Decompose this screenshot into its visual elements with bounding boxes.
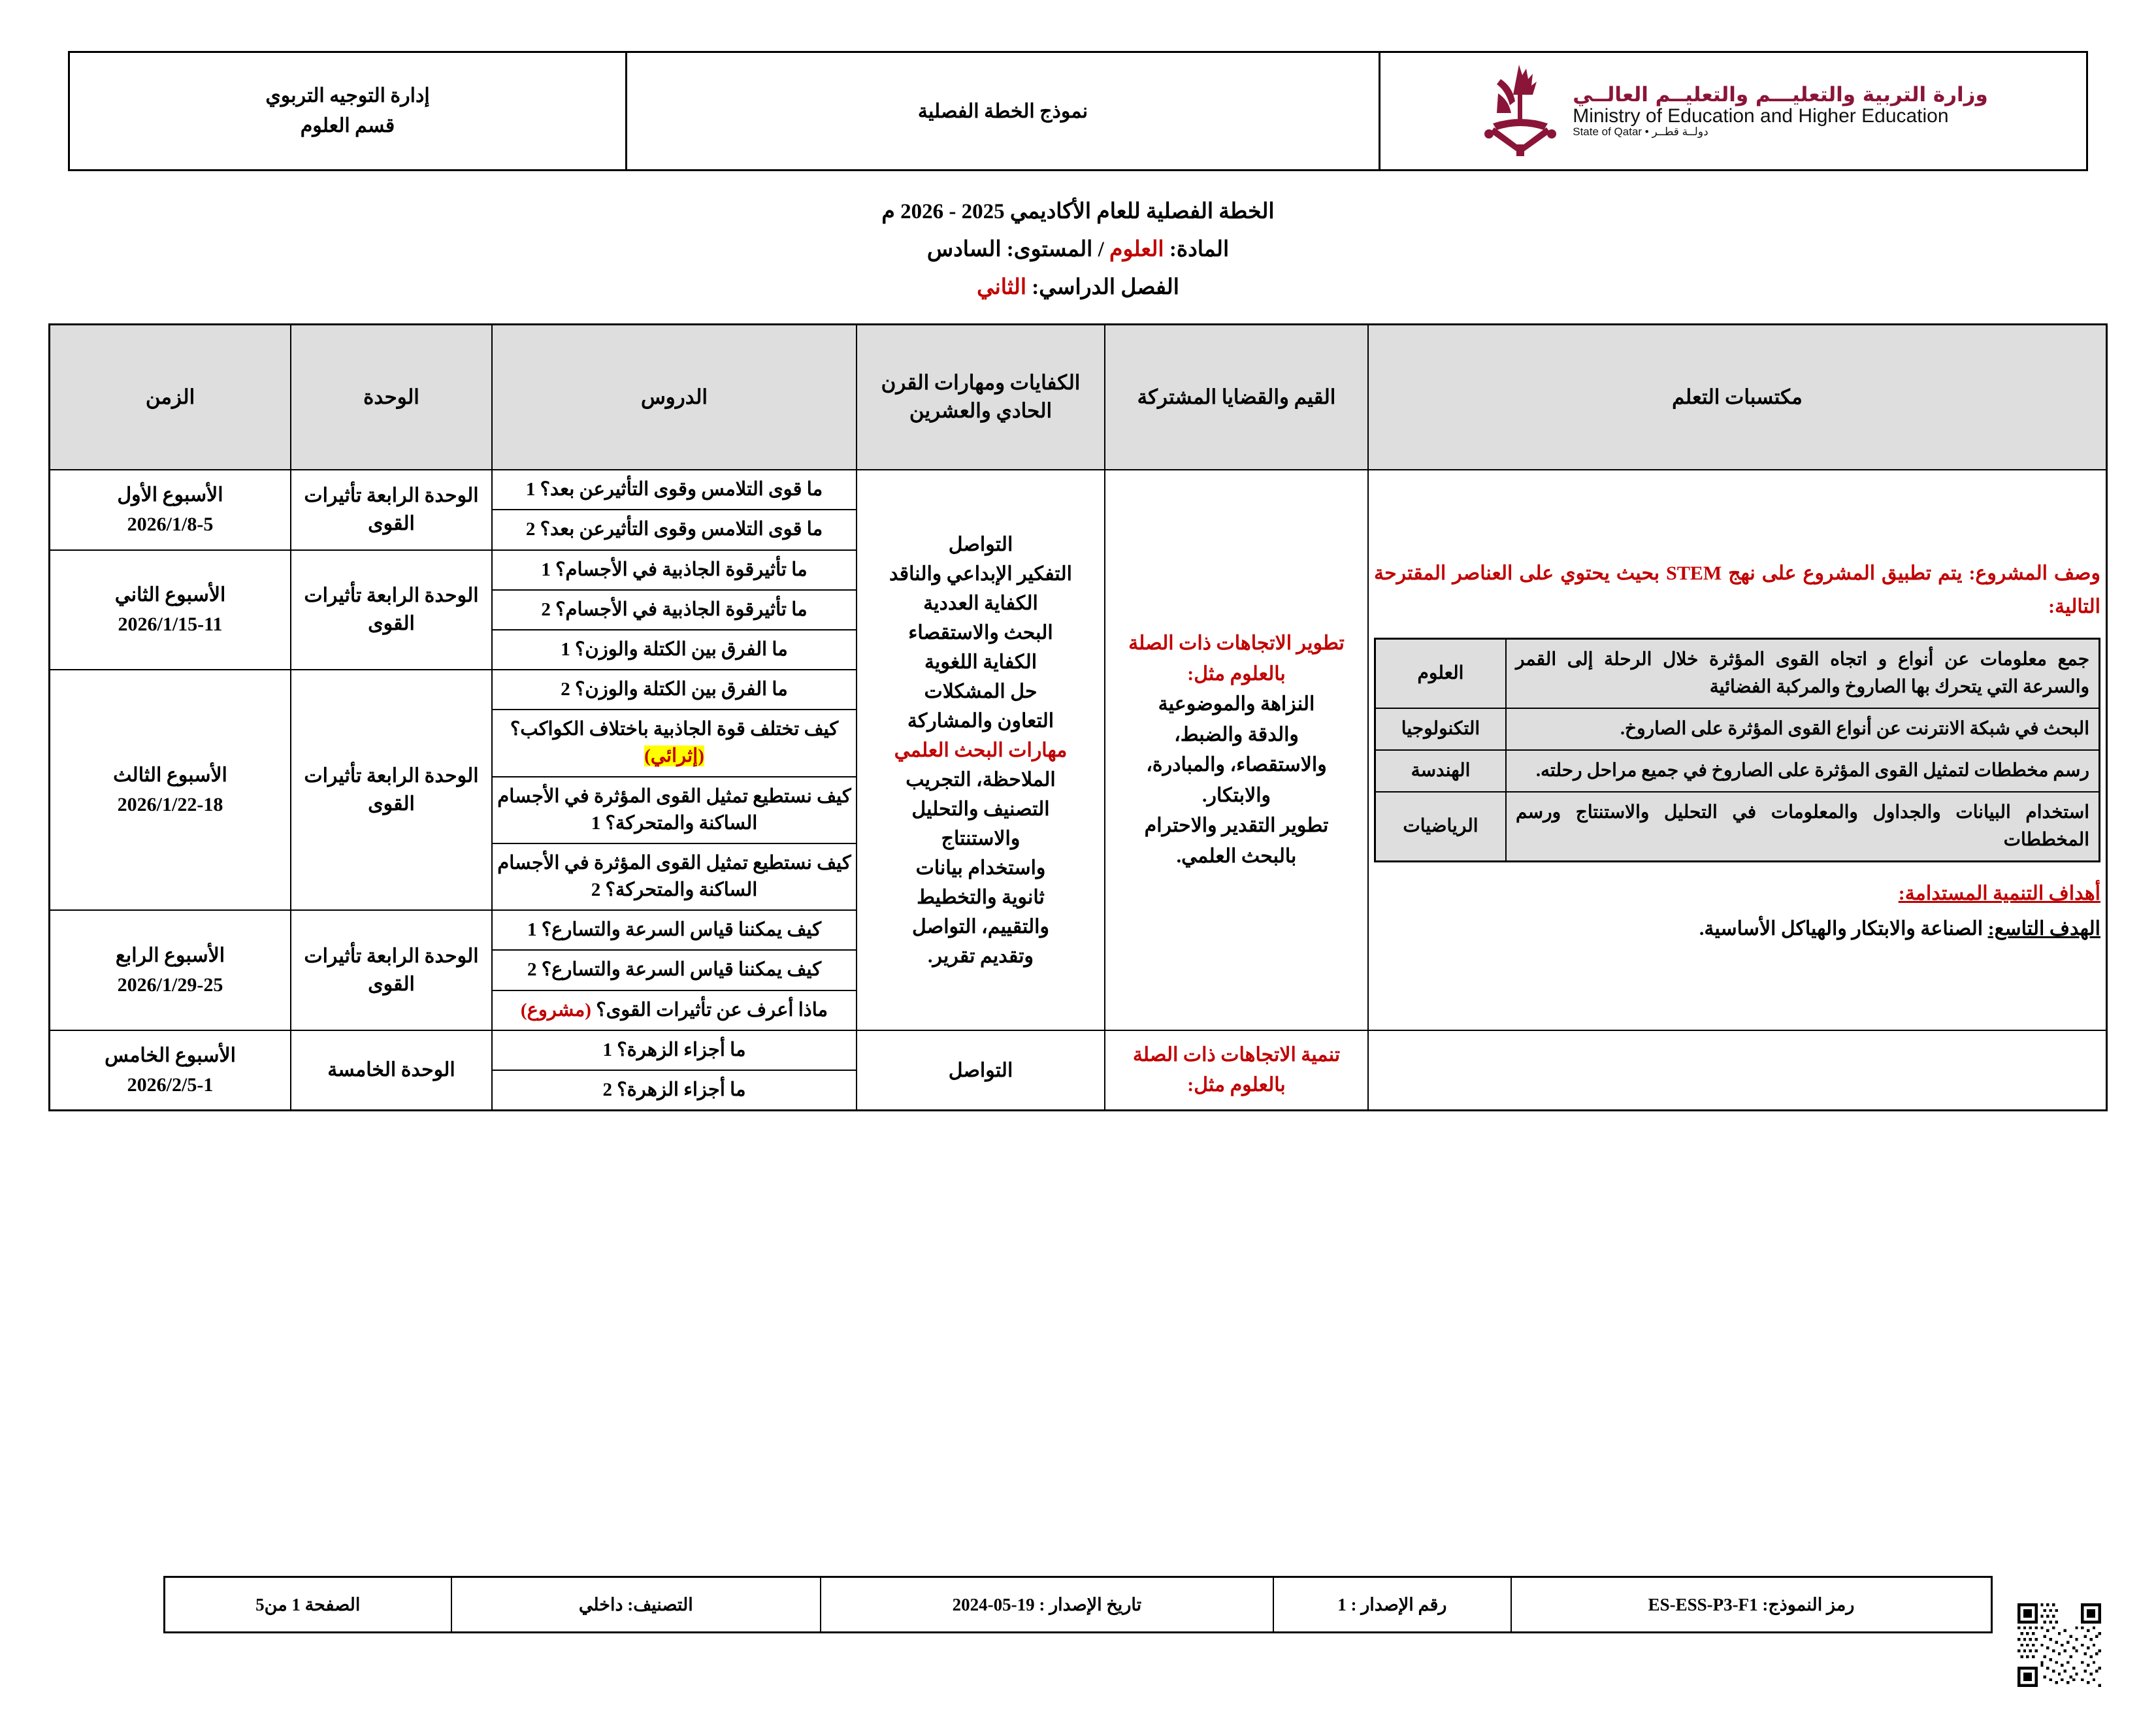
semester-plan-table xyxy=(48,323,2108,1111)
footer-row xyxy=(165,1577,1992,1633)
time-cell-week-3 xyxy=(50,670,291,910)
lesson-row xyxy=(493,710,856,776)
lesson-row xyxy=(493,990,856,1030)
values-body-line: النزاهة والموضوعية xyxy=(1158,693,1315,715)
week-name: الأسبوع الثاني xyxy=(114,584,226,606)
lesson-text: ماذا أعرف عن تأثيرات القوى؟ xyxy=(591,999,828,1021)
lesson-text: ما أجزاء الزهرة؟ 2 xyxy=(602,1079,746,1100)
col-skills: الكفايات ومهارات القرن الحادي والعشرين xyxy=(857,325,1105,470)
unit-cell-week-1: الوحدة الرابعة تأثيرات القوى xyxy=(291,470,492,549)
enrichment-badge: (إثرائي) xyxy=(644,745,704,767)
project-badge: (مشروع) xyxy=(520,999,591,1021)
time-cell-week-4 xyxy=(50,910,291,1030)
time-cell-week-5 xyxy=(50,1030,291,1111)
skill-item: التواصل xyxy=(948,533,1013,555)
lesson-list xyxy=(493,670,856,909)
week-date: 2026/1/15-11 xyxy=(118,613,223,636)
week-name: الأسبوع الأول xyxy=(117,484,223,506)
lesson-text: كيف يمكننا قياس السرعة والتسارع؟ 1 xyxy=(493,911,856,950)
col-learning-outcomes: مكتسبات التعلم xyxy=(1368,325,2107,470)
academic-year-title: الخطة الفصلية للعام الأكاديمي 2025 - 2026 م xyxy=(881,200,1275,223)
skills-cell-week-5 xyxy=(857,1030,1105,1111)
ministry-logo-cell xyxy=(1380,52,2087,171)
lessons-cell-week-5 xyxy=(492,1030,857,1111)
values-body-line: والاستقصاء، والمبادرة، xyxy=(1146,754,1327,776)
skill-item: التواصل xyxy=(948,1059,1013,1081)
skill-item: واستخدام بيانات xyxy=(915,857,1046,879)
col-lessons: الدروس xyxy=(492,325,857,470)
time-cell-week-2 xyxy=(50,550,291,670)
stem-table xyxy=(1374,638,2100,862)
skill-item: والتقييم، التواصل xyxy=(912,915,1049,938)
skill-item: التفكير الإبداعي والناقد xyxy=(889,563,1072,585)
stem-text-engineering: رسم مخططات لتمثيل القوى المؤثرة على الصاروخ في جميع مراحل رحلته. xyxy=(1506,750,2100,792)
skill-item: التصنيف والتحليل xyxy=(911,798,1050,820)
stem-row xyxy=(1375,792,2100,862)
project-description-line-1: وصف المشروع: يتم تطبيق المشروع على نهج STEM xyxy=(1666,563,2101,585)
form-title-cell: نموذج الخطة الفصلية xyxy=(627,52,1380,171)
lesson-row xyxy=(493,1070,856,1109)
table-row xyxy=(50,470,2107,549)
ministry-name-english: Ministry of Education and Higher Education xyxy=(1573,105,1949,127)
lesson-row xyxy=(493,911,856,950)
lesson-row xyxy=(493,630,856,669)
lesson-row xyxy=(493,950,856,990)
stem-label-technology: التكنولوجيا xyxy=(1375,708,1507,750)
sdg-goal-text: الصناعة والابتكار والهياكل الأساسية. xyxy=(1699,918,1988,940)
term-label: الفصل الدراسي: xyxy=(1032,275,1179,299)
research-skills-title: مهارات البحث العلمي xyxy=(894,739,1068,761)
project-description-line-2: بحيث يحتوي على العناصر المقترحة التالية: xyxy=(1374,563,2100,618)
table-row xyxy=(50,1030,2107,1111)
week-name: الأسبوع الثالث xyxy=(113,764,227,787)
unit-cell-week-2: الوحدة الرابعة تأثيرات القوى xyxy=(291,550,492,670)
lessons-cell-week-2 xyxy=(492,550,857,670)
values-title-week-5: تنمية الاتجاهات ذات الصلة بالعلوم مثل: xyxy=(1132,1043,1341,1096)
lesson-text: ما تأثيرقوة الجاذبية في الأجسام؟ 2 xyxy=(493,590,856,630)
lesson-list xyxy=(493,551,856,670)
col-values: القيم والقضايا المشتركة xyxy=(1105,325,1368,470)
skill-item: الملاحظة، التجريب xyxy=(906,768,1056,791)
document-footer xyxy=(163,1576,1993,1633)
header-row xyxy=(69,52,2087,171)
document-page xyxy=(0,51,2156,1717)
skill-item: والاستنتاج xyxy=(941,827,1021,849)
term-value: الثاني xyxy=(977,275,1027,299)
skill-item: حل المشكلات xyxy=(924,680,1037,702)
lesson-row xyxy=(493,470,856,510)
time-cell-week-1 xyxy=(50,470,291,549)
footer-classification: التصنيف: داخلي xyxy=(451,1577,821,1633)
lesson-row xyxy=(493,843,856,909)
stem-label-science: العلوم xyxy=(1375,639,1507,709)
lesson-text-with-tag xyxy=(493,990,856,1030)
unit-cell-week-5: الوحدة الخامسة xyxy=(291,1030,492,1111)
lesson-row xyxy=(493,1031,856,1070)
lesson-list xyxy=(493,470,856,549)
stem-label-engineering: الهندسة xyxy=(1375,750,1507,792)
table-header-row xyxy=(50,325,2107,470)
skill-item: الكفاية اللغوية xyxy=(924,651,1037,673)
stem-text-technology: البحث في شبكة الانترنت عن أنواع القوى المؤثرة على الصاروخ. xyxy=(1506,708,2100,750)
department-cell xyxy=(69,52,627,171)
lesson-text: كيف نستطيع تمثيل القوى المؤثرة في الأجسام الساكنة والمتحركة؟ 2 xyxy=(497,852,851,901)
week-date: 2026/2/5-1 xyxy=(127,1074,214,1096)
ministry-logo-text xyxy=(1573,84,1988,139)
lesson-text: ما قوى التلامس وقوى التأثيرعن بعد؟ 1 xyxy=(493,470,856,510)
lesson-row xyxy=(493,590,856,630)
ministry-name-arabic: وزارة التربية والتعليـــم والتعليــم العالــي xyxy=(1573,82,1988,106)
lessons-cell-week-1 xyxy=(492,470,857,549)
lesson-row xyxy=(493,777,856,843)
lesson-text: كيف نستطيع تمثيل القوى المؤثرة في الأجسام الساكنة والمتحركة؟ 1 xyxy=(493,777,856,843)
footer-issue-date: تاريخ الإصدار : 19-05-2024 xyxy=(821,1577,1273,1633)
sdg-title: أهداف التنمية المستدامة: xyxy=(1898,883,2100,905)
lesson-text: ما الفرق بين الكتلة والوزن؟ 1 xyxy=(561,638,788,660)
lesson-list xyxy=(493,911,856,1030)
week-date: 2026/1/29-25 xyxy=(117,974,223,996)
lesson-text: ما الفرق بين الكتلة والوزن؟ 2 xyxy=(493,670,856,710)
plan-titles xyxy=(0,193,2156,306)
skill-item: البحث والاستقصاء xyxy=(908,621,1053,644)
lesson-list xyxy=(493,1031,856,1109)
subject-label: المادة: xyxy=(1169,237,1230,261)
values-cell xyxy=(1105,470,1368,1030)
lessons-cell-week-4 xyxy=(492,910,857,1030)
lesson-text: كيف تختلف قوة الجاذبية باختلاف الكواكب؟ xyxy=(510,719,839,740)
skill-item: التعاون والمشاركة xyxy=(907,710,1054,732)
footer-form-code: رمز النموذج: ES-ESS-P3-F1 xyxy=(1511,1577,1992,1633)
lesson-text: ما قوى التلامس وقوى التأثيرعن بعد؟ 2 xyxy=(525,519,823,540)
skill-item: وتقديم تقرير. xyxy=(927,945,1034,967)
subject-value: العلوم xyxy=(1109,237,1164,261)
values-body-line: تطوير التقدير والاحترام xyxy=(1144,815,1329,837)
stem-label-math: الرياضيات xyxy=(1375,792,1507,862)
values-body-line: بالبحث العلمي. xyxy=(1176,845,1297,867)
lesson-row xyxy=(493,670,856,710)
lesson-text: ما أجزاء الزهرة؟ 1 xyxy=(493,1031,856,1070)
week-date: 2026/1/22-18 xyxy=(117,794,223,816)
subject-level-line xyxy=(0,231,2156,269)
col-unit: الوحدة xyxy=(291,325,492,470)
stem-row xyxy=(1375,750,2100,792)
lesson-row xyxy=(493,510,856,549)
learning-outcomes-cell xyxy=(1368,470,2107,1030)
week-name: الأسبوع الخامس xyxy=(105,1045,236,1066)
department-line-1: إدارة التوجيه التربوي xyxy=(265,84,430,106)
unit-cell-week-4: الوحدة الرابعة تأثيرات القوى xyxy=(291,910,492,1030)
stem-row xyxy=(1375,639,2100,709)
lesson-row xyxy=(493,551,856,590)
values-body-line: والدقة والضبط، xyxy=(1174,723,1299,745)
document-header xyxy=(68,51,2088,171)
qatar-emblem-icon xyxy=(1478,61,1562,162)
values-body-line: والابتكار. xyxy=(1201,784,1271,806)
lesson-text: كيف يمكننا قياس السرعة والتسارع؟ 2 xyxy=(493,950,856,990)
department-line-2: قسم العلوم xyxy=(300,115,395,137)
values-cell-week-5 xyxy=(1105,1030,1368,1111)
unit-cell-week-3: الوحدة الرابعة تأثيرات القوى xyxy=(291,670,492,910)
state-of-qatar-label: دولــة قطــر • State of Qatar xyxy=(1573,125,1708,139)
level-label: / المستوى: السادس xyxy=(926,237,1104,261)
sdg-goal-label: الهدف التاسع: xyxy=(1987,918,2100,940)
ministry-logo xyxy=(1380,61,2086,162)
skills-cell xyxy=(857,470,1105,1030)
stem-text-math: استخدام البيانات والجداول والمعلومات في التحليل والاستنتاج ورسم المخططات xyxy=(1506,792,2100,862)
learning-outcomes-cell-week-5 xyxy=(1368,1030,2107,1111)
lesson-text: ما تأثيرقوة الجاذبية في الأجسام؟ 1 xyxy=(493,551,856,590)
week-date: 2026/1/8-5 xyxy=(127,514,214,536)
term-line xyxy=(0,269,2156,307)
stem-row xyxy=(1375,708,2100,750)
footer-issue-number: رقم الإصدار : 1 xyxy=(1273,1577,1511,1633)
stem-text-science: جمع معلومات عن أنواع و اتجاه القوى المؤثرة خلال الرحلة إلى القمر والسرعة التي يتحرك بها الصاروخ والمركبة الفضائية xyxy=(1506,639,2100,709)
values-title: تطوير الاتجاهات ذات الصلة بالعلوم مثل: xyxy=(1128,632,1345,685)
col-time: الزمن xyxy=(50,325,291,470)
sdg-block xyxy=(1374,882,2100,943)
lessons-cell-week-3 xyxy=(492,670,857,910)
skill-item: ثانوية والتخطيط xyxy=(917,886,1045,908)
skill-item: الكفاية العددية xyxy=(923,592,1038,614)
lesson-text-with-tag xyxy=(493,710,856,776)
project-description xyxy=(1374,557,2100,623)
week-name: الأسبوع الرابع xyxy=(115,945,225,967)
sdg-goal xyxy=(1374,914,2100,943)
footer-page-number: الصفحة 1 من5 xyxy=(165,1577,451,1633)
qr-code-icon xyxy=(2017,1603,2101,1687)
